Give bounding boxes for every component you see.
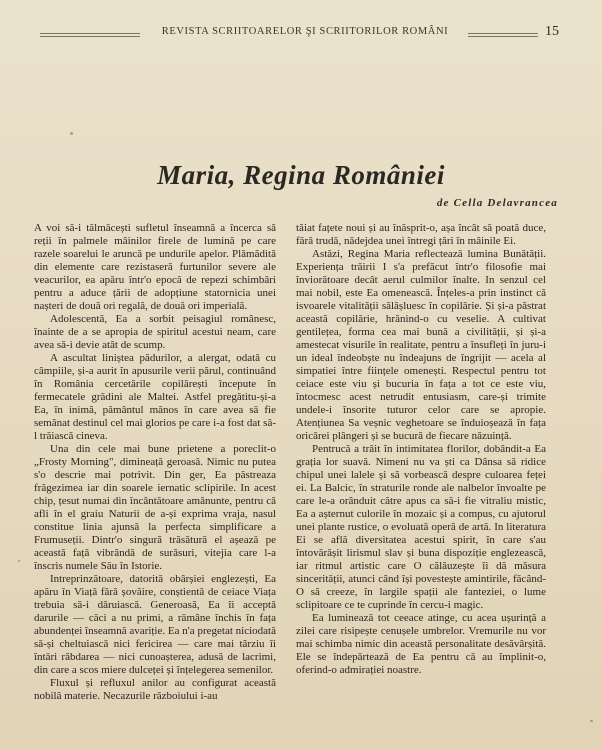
article-byline: de Cella Delavrancea (436, 197, 558, 209)
header-rule-left (40, 33, 140, 37)
paragraph: Intreprinzătoare, datorită obârșiei englezești, Ea apăru în Viață fără șovăire, conștientă de ceiace Viața trebuia să-i dăruiască. Generoasă, Ea îi acceptă darurile — căci a nu primi, a rămâne închis în fața abundenței înseamnă avariție. Ea n'a pregetat niciodată să-și cheltuiască nici fericirea — care mai târziu îi întări răbdarea — nici cunoașterea, adusă de lacrimi, din care a scos miere dulceței și înțelegerea semenilor. (34, 573, 276, 676)
paragraph: A ascultat liniștea pădurilor, a alergat, odată cu câmpiile, și-a aurit în apusurile verii părul, continuând în România cercetările copilărești începute în fermecatele grădini ale Maltei. Astfel pregătitu-și-a Ea, în inimă, pământul mănos în care avea să fie semănat destinul cel mai glorios pe care i-a fost dat să-l trăiască cineva. (34, 352, 276, 442)
paragraph: Ea luminează tot ceeace atinge, cu acea ușurință a zilei care risipește cenușele umbrelor. Vremurile nu vor mai schimba nimic din această personalitate desăvârșită. Ele se îndepărtează de Ea pentru că au împlinit-o, oferind-o admirației noastre. (296, 612, 546, 676)
right-column (296, 222, 546, 677)
paragraph: Adolescentă, Ea a sorbit peisagiul românesc, înainte de a se apropia de spiritul acestui neam, care avea să-i devie atât de scump. (34, 313, 276, 351)
running-title: REVISTA SCRIITOARELOR ŞI SCRIITORILOR ROMÂNI (161, 26, 449, 37)
paragraph: A voi să-i tălmăcești sufletul înseamnă a încerca să reții în palmele mâinilor firele de lumină pe care razele soarelui le aruncă pe undurile apelor. Plămădită din elemente care rezistaseră furtunilor severe ale veacurilor, ea apăru într'o epocă de repezi schimbări pentru a aduce țării de adopțiune statornicia unei nașteri de două ori regală, de două ori imperială. (34, 222, 276, 312)
paragraph: Una din cele mai bune prietene a poreclit-o „Frosty Morning", dimineață geroasă. Nimic nu putea s'o descrie mai potrivit. Din ger, Ea păstreaza frăgezimea iar din soarele iernatic sclipirile. In acest chip, țesut numai din încântătoare amănunte, pentru că afli în el graiu Naturii de a-și exprima vraja, nasul constitue linia ajunsă la perfecta simplificare a Frumuseții. Dintr'o singură trăsătură el așează pe această față vibrândă de surâsuri, vitejia care l-a înscris numele Său în Istorie. (34, 443, 276, 572)
paragraph: tăiat fațete noui și au înăsprit-o, așa încât să poată duce, fără trudă, nădejdea unei întregi țări în mâinile Ei. (296, 222, 546, 247)
running-header (40, 24, 560, 44)
article-title: Maria, Regina României (157, 160, 445, 190)
paragraph: Fluxul și refluxul anilor au configurat această nobilă materie. Necazurile războiului i-au (34, 677, 276, 702)
paragraph: Astăzi, Regina Maria reflectează lumina Bunătății. Experiența trăirii I s'a prefăcut într'o filosofie mai înviorătoare decât aerul culmilor înalte. In senzul cel mai nobil, este Ea omenească. Înțeles-a prin instinct că isvoarele vitalității sălășluesc în copilărie. Și și-a păstrat această copilărie, hrănind-o cu veselie. A cultivat gentilețea, forma cea mai bună a civilității, și și-a amestecat visurile în realitate, pentru a însufleți în juru-i un ideal îndeobște nu îndeajuns de îngrijit — acela al simpatiei între ființele omenești. Respectul pentru tot ceiace este viu și bucuria în fața a tot ce este viu, întocmesc acest netrudit entusiasm, care-și trimite undele-i însorite tuturor celor care se apropie. Atențiunea Sa veșnic veghetoare se înduioșează în fața oricărei plângeri și se bucură de fiecare năzuință. (296, 248, 546, 442)
paper-speck (70, 132, 73, 135)
page-number: 15 (545, 24, 559, 39)
paper-speck (590, 720, 593, 722)
header-rule-right (468, 33, 538, 37)
paragraph: Pentrucă a trăit în intimitatea florilor, dobândit-a Ea grația lor suavă. Nimeni nu va ști ca Dânsa să ridice chipul unei lalele și să vorbească despre culoarea feței ei. La Balcic, în straturile ronde ale nalbelor învoalte pe care le-a orânduit către apus ca să-i fie vitraliu mistic, Ea a așternut culorile în mozaic și a compus, cu ajutorul unei plante rustice, o evoluată operă de artă. In literatura Ei se află diversitatea acestui spirit, în care s'au întovărășit lirismul slav și buna dispoziție englezească, iar ritmul artistic care O călăuzește îi dă măsura sincerității, atunci când își povestește amintirile, făcând-O să creeze, în largile spații ale fanteziei, o lume sclipitoare ce te cuprinde în cercu-i magic. (296, 443, 546, 611)
paper-speck (18, 560, 20, 562)
left-column (34, 222, 276, 703)
